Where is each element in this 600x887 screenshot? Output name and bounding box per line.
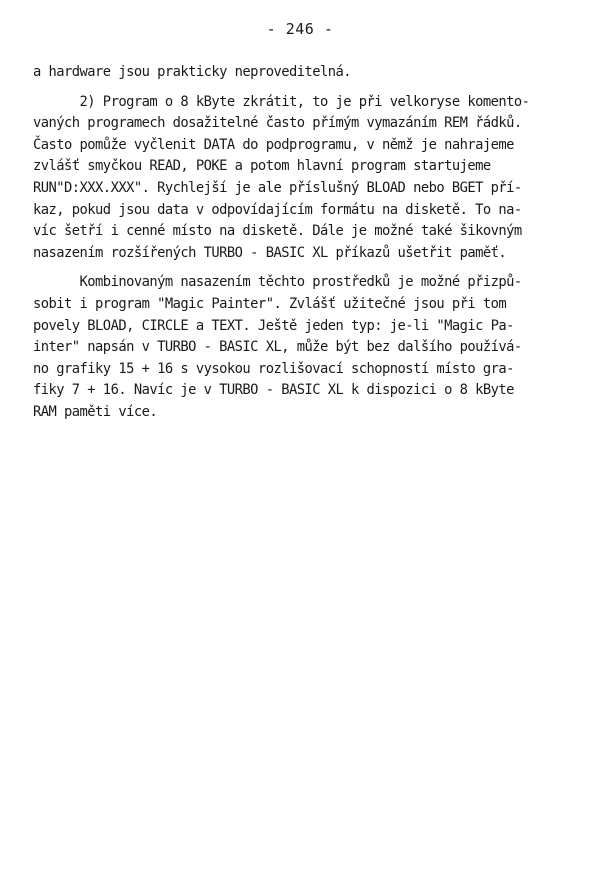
text-line: no grafiky 15 + 16 s vysokou rozlišovací schopností místo gra- (33, 360, 514, 377)
paragraph-1 (33, 62, 573, 84)
page-number: - 246 - (266, 20, 334, 38)
text-line: Často pomůže vyčlenit DATA do podprogramu, v němž je nahrajeme (33, 136, 514, 153)
paragraph-2 (33, 92, 573, 265)
text-line: zvlášť smyčkou READ, POKE a potom hlavní program startujeme (33, 158, 491, 175)
text-line: RUN"D:XXX.XXX". Rychlejší je ale příslušný BLOAD nebo BGET pří- (33, 179, 522, 196)
paragraph-gap (33, 84, 573, 92)
text-line: inter" napsán v TURBO - BASIC XL, může být bez dalšího používá- (33, 339, 522, 356)
text-line: Kombinovaným nasazením těchto prostředků je možné přizpů- (33, 274, 522, 291)
text-line: víc šetří i cenné místo na disketě. Dále je možné také šikovným (33, 223, 522, 240)
paragraph-gap (33, 264, 573, 272)
text-line: 2) Program o 8 kByte zkrátit, to je při velkoryse komento- (33, 93, 530, 110)
text-line: sobit i program "Magic Painter". Zvlášť užitečné jsou při tom (33, 295, 507, 312)
body-text (33, 62, 573, 424)
text-line: RAM paměti více. (33, 403, 158, 420)
text-line: fiky 7 + 16. Navíc je v TURBO - BASIC XL k dispozici o 8 kByte (33, 382, 514, 399)
text-line: kaz, pokud jsou data v odpovídajícím formátu na disketě. To na- (33, 201, 522, 218)
text-line: nasazením rozšířených TURBO - BASIC XL příkazů ušetřit paměť. (33, 244, 507, 261)
paragraph-3 (33, 272, 573, 423)
text-line: povely BLOAD, CIRCLE a TEXT. Ještě jeden typ: je-li "Magic Pa- (33, 317, 514, 334)
text-line: a hardware jsou prakticky neproveditelná. (33, 64, 352, 80)
text-line: vaných programech dosažitelné často přímým vymazáním REM řádků. (33, 115, 522, 132)
